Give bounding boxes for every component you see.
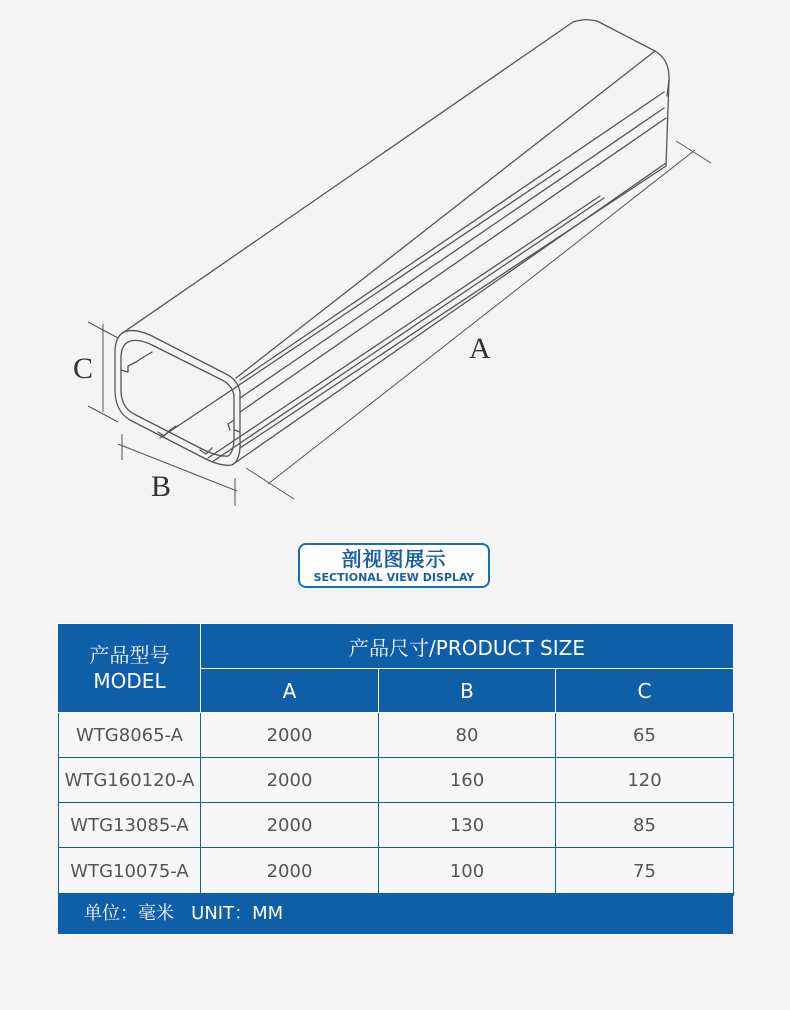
duct-section-outer — [115, 331, 240, 466]
table-row — [59, 848, 734, 896]
unit-footer — [58, 893, 733, 934]
size-b-cell: 130 — [379, 803, 556, 848]
model-header — [59, 624, 201, 713]
section-title-en: SECTIONAL VIEW DISPLAY — [313, 571, 475, 584]
model-cell: WTG10075-A — [59, 848, 201, 896]
size-a-cell: 2000 — [201, 803, 379, 848]
column-header-b: B — [379, 669, 556, 713]
size-b-cell: 100 — [379, 848, 556, 896]
duct-rail-2 — [208, 196, 600, 458]
column-header-c: C — [556, 669, 734, 713]
dim-c-label: C — [73, 352, 94, 385]
section-title-badge — [298, 543, 490, 588]
dim-b-label: B — [151, 470, 172, 503]
section-title-cn: 剖视图展示 — [341, 547, 447, 571]
model-cell: WTG160120-A — [59, 758, 201, 803]
dim-a-ext-2 — [676, 141, 711, 163]
model-cell: WTG8065-A — [59, 713, 201, 758]
duct-bottom-edge — [232, 163, 666, 465]
duct-side-edge-2 — [240, 108, 664, 398]
duct-side-edge-1 — [240, 92, 664, 380]
duct-top-edge — [124, 22, 573, 332]
size-b-cell: 160 — [379, 758, 556, 803]
duct-rail-1 — [160, 170, 560, 438]
size-a-cell: 2000 — [201, 758, 379, 803]
duct-section-inner — [121, 340, 234, 456]
model-header-cn: 产品型号 — [89, 643, 170, 667]
column-header-a: A — [201, 669, 379, 713]
size-c-cell: 120 — [556, 758, 734, 803]
size-c-cell: 75 — [556, 848, 734, 896]
table-row — [59, 803, 734, 848]
size-header: 产品尺寸/PRODUCT SIZE — [201, 624, 734, 669]
table-row — [59, 758, 734, 803]
size-a-cell: 2000 — [201, 848, 379, 896]
size-c-cell: 85 — [556, 803, 734, 848]
dim-a-ext-1 — [246, 468, 294, 499]
dim-a-label: A — [469, 332, 491, 365]
unit-label-cn: 单位：毫米 — [84, 903, 174, 924]
duct-far-end — [573, 20, 669, 96]
spec-table — [58, 623, 734, 896]
duct-rail-3 — [212, 198, 604, 462]
size-a-cell: 2000 — [201, 713, 379, 758]
size-b-cell: 80 — [379, 713, 556, 758]
duct-clip-left — [121, 352, 152, 372]
model-header-en: MODEL — [93, 669, 166, 693]
duct-side-edge-3 — [240, 118, 666, 412]
model-cell: WTG13085-A — [59, 803, 201, 848]
unit-label-en: UNIT：MM — [191, 903, 284, 924]
size-c-cell: 65 — [556, 713, 734, 758]
table-row — [59, 713, 734, 758]
